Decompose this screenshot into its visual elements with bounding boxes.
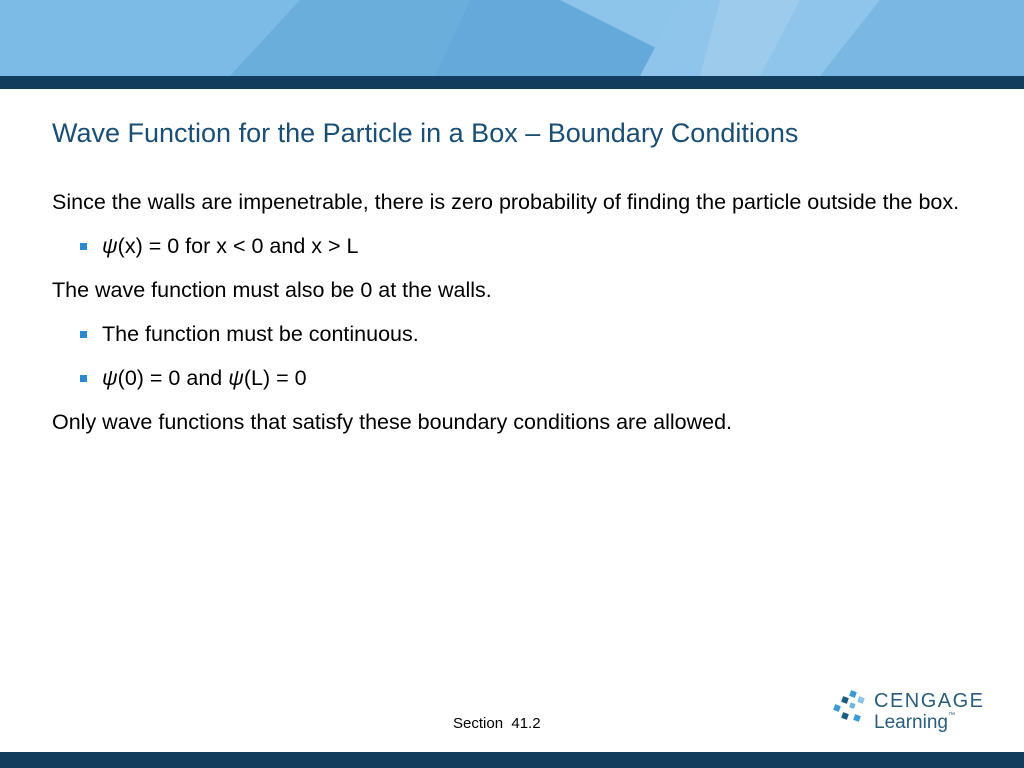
paragraph-allowed-functions: Only wave functions that satisfy these boundary conditions are allowed. <box>52 410 733 434</box>
bullet-text: (x) = 0 for x < 0 and x > L <box>117 234 359 258</box>
square-bullet-icon <box>80 331 87 338</box>
psi-symbol: ψ <box>228 366 244 390</box>
bullet-text: The function must be continuous. <box>102 322 419 346</box>
paragraph-impenetrable-walls: Since the walls are impenetrable, there is zero probability of finding the particle outside the box. <box>52 190 960 214</box>
header-banner <box>0 0 1024 76</box>
slide-body <box>52 186 972 450</box>
bullet-boundary-values <box>52 362 972 394</box>
bullet-text: (0) = 0 and <box>117 366 229 390</box>
section-label: Section 41.2 <box>453 715 541 732</box>
square-bullet-icon <box>80 243 87 250</box>
footer-bar <box>0 752 1024 768</box>
slide-title: Wave Function for the Particle in a Box – Boundary Conditions <box>52 118 799 148</box>
bullet-continuous <box>52 318 972 350</box>
psi-symbol: ψ <box>102 366 118 390</box>
cengage-logo-icon <box>830 689 870 729</box>
header-bar <box>0 76 1024 89</box>
cengage-logo: CENGAGE Learning™ <box>830 689 990 737</box>
paragraph-zero-at-walls: The wave function must also be 0 at the walls. <box>52 278 492 302</box>
square-bullet-icon <box>80 375 87 382</box>
banner-decoration <box>0 0 1024 76</box>
bullet-psi-outside <box>52 230 972 262</box>
psi-symbol: ψ <box>102 234 118 258</box>
bullet-text: (L) = 0 <box>243 366 307 390</box>
